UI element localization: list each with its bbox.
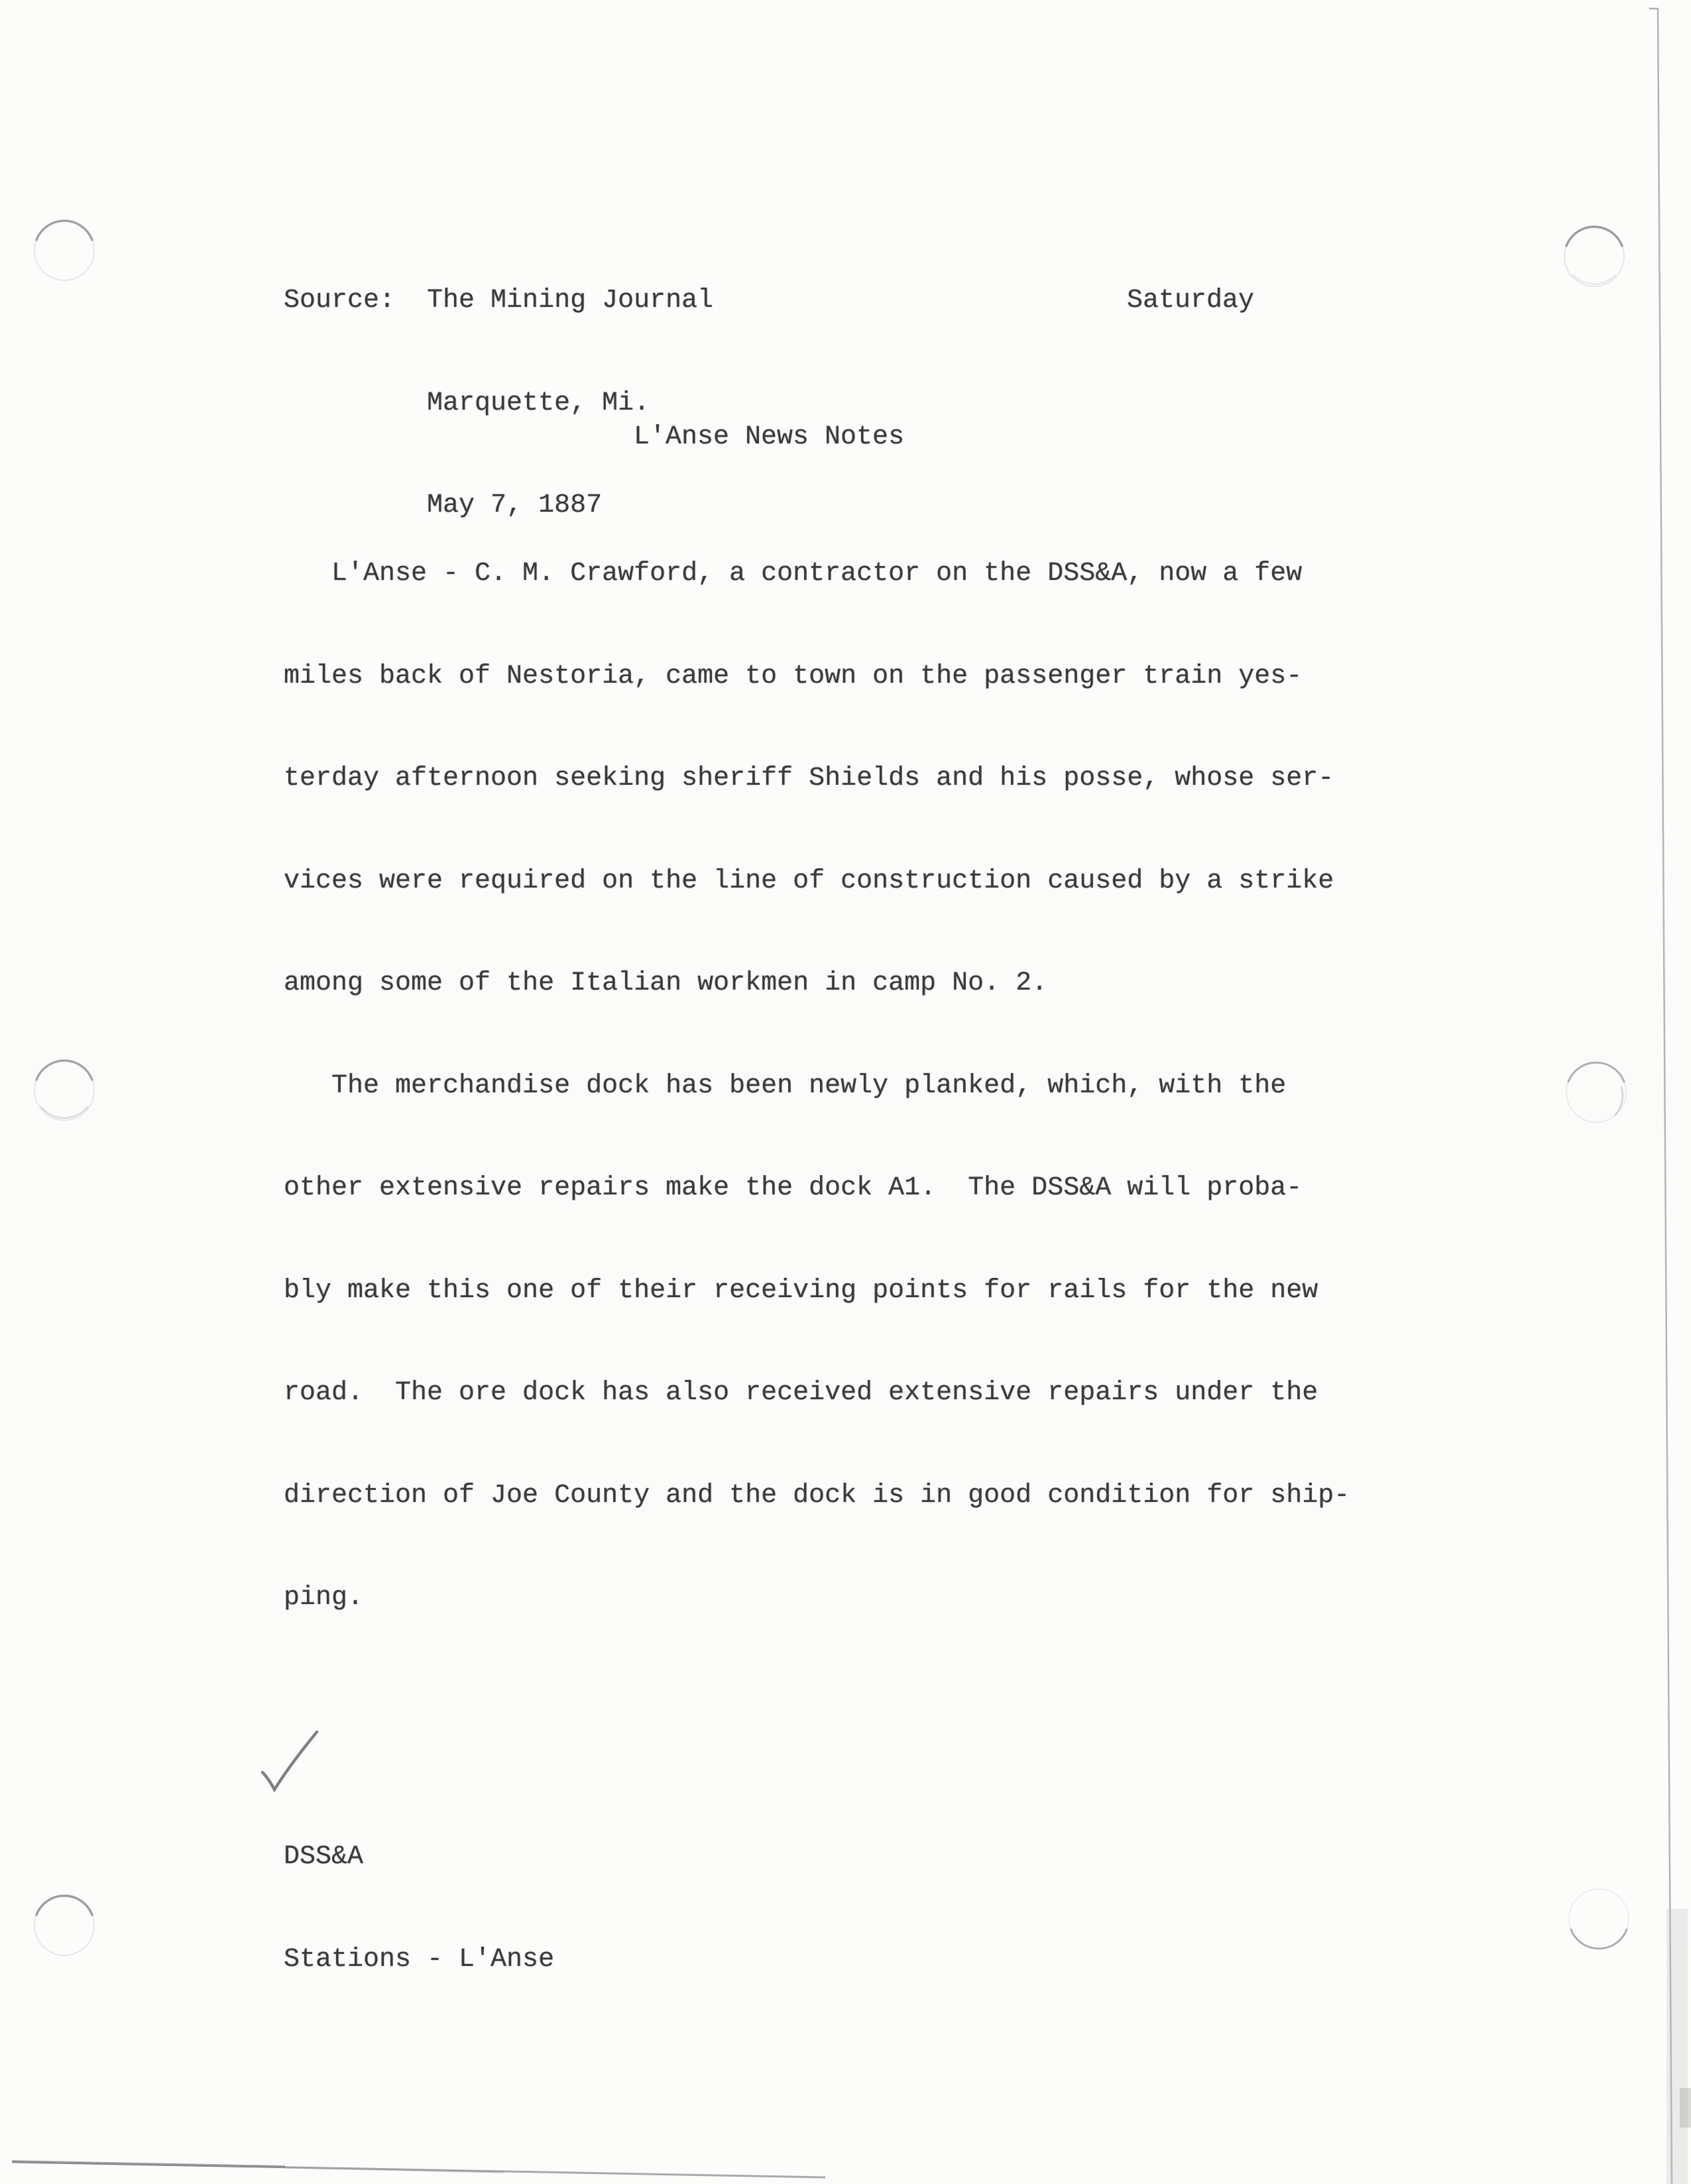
page-edge-right <box>1649 8 1691 2184</box>
body-line: terday afternoon seeking sheriff Shields and his posse, whose ser- <box>284 764 1334 793</box>
body-line: L'Anse - C. M. Crawford, a contractor on the DSS&A, now a few <box>284 559 1303 589</box>
source-line-date: May 7, 1887 <box>284 490 603 520</box>
punch-hole-middle-right <box>1566 1063 1626 1122</box>
body-line: direction of Joe County and the dock is in good condition for ship- <box>284 1480 1350 1511</box>
punch-hole-top-left <box>34 221 94 280</box>
punch-hole-top-right <box>1564 227 1624 286</box>
source-line-city: Marquette, Mi. <box>284 388 650 418</box>
index-notation <box>284 1772 554 2045</box>
punch-hole-middle-left <box>34 1061 94 1120</box>
body-line: ping. <box>284 1583 364 1613</box>
punch-hole-bottom-left <box>34 1896 94 1955</box>
body-line: among some of the Italian workmen in camp No. 2. <box>284 968 1048 998</box>
body-line: bly make this one of their receiving points for rails for the new <box>284 1275 1318 1306</box>
body-line: vices were required on the line of construction caused by a strike <box>284 866 1334 896</box>
body-line: The merchandise dock has been newly planked, which, with the <box>284 1070 1287 1101</box>
body-line: miles back of Nestoria, came to town on the passenger train yes- <box>284 661 1303 691</box>
index-line-railroad: DSS&A <box>284 1842 364 1872</box>
index-line-stations: Stations - L'Anse <box>284 1944 555 1975</box>
punch-hole-bottom-right <box>1569 1889 1629 1949</box>
article-body <box>284 489 1350 1684</box>
source-line-journal: Source: The Mining Journal <box>284 286 714 316</box>
weekday-label: Saturday <box>1127 286 1255 316</box>
body-line: other extensive repairs make the dock A1. The DSS&A will proba- <box>284 1173 1303 1203</box>
page-title: L'Anse News Notes <box>634 422 905 452</box>
page-edge-bottom <box>12 2161 825 2177</box>
body-line: road. The ore dock has also received extensive repairs under the <box>284 1378 1318 1408</box>
